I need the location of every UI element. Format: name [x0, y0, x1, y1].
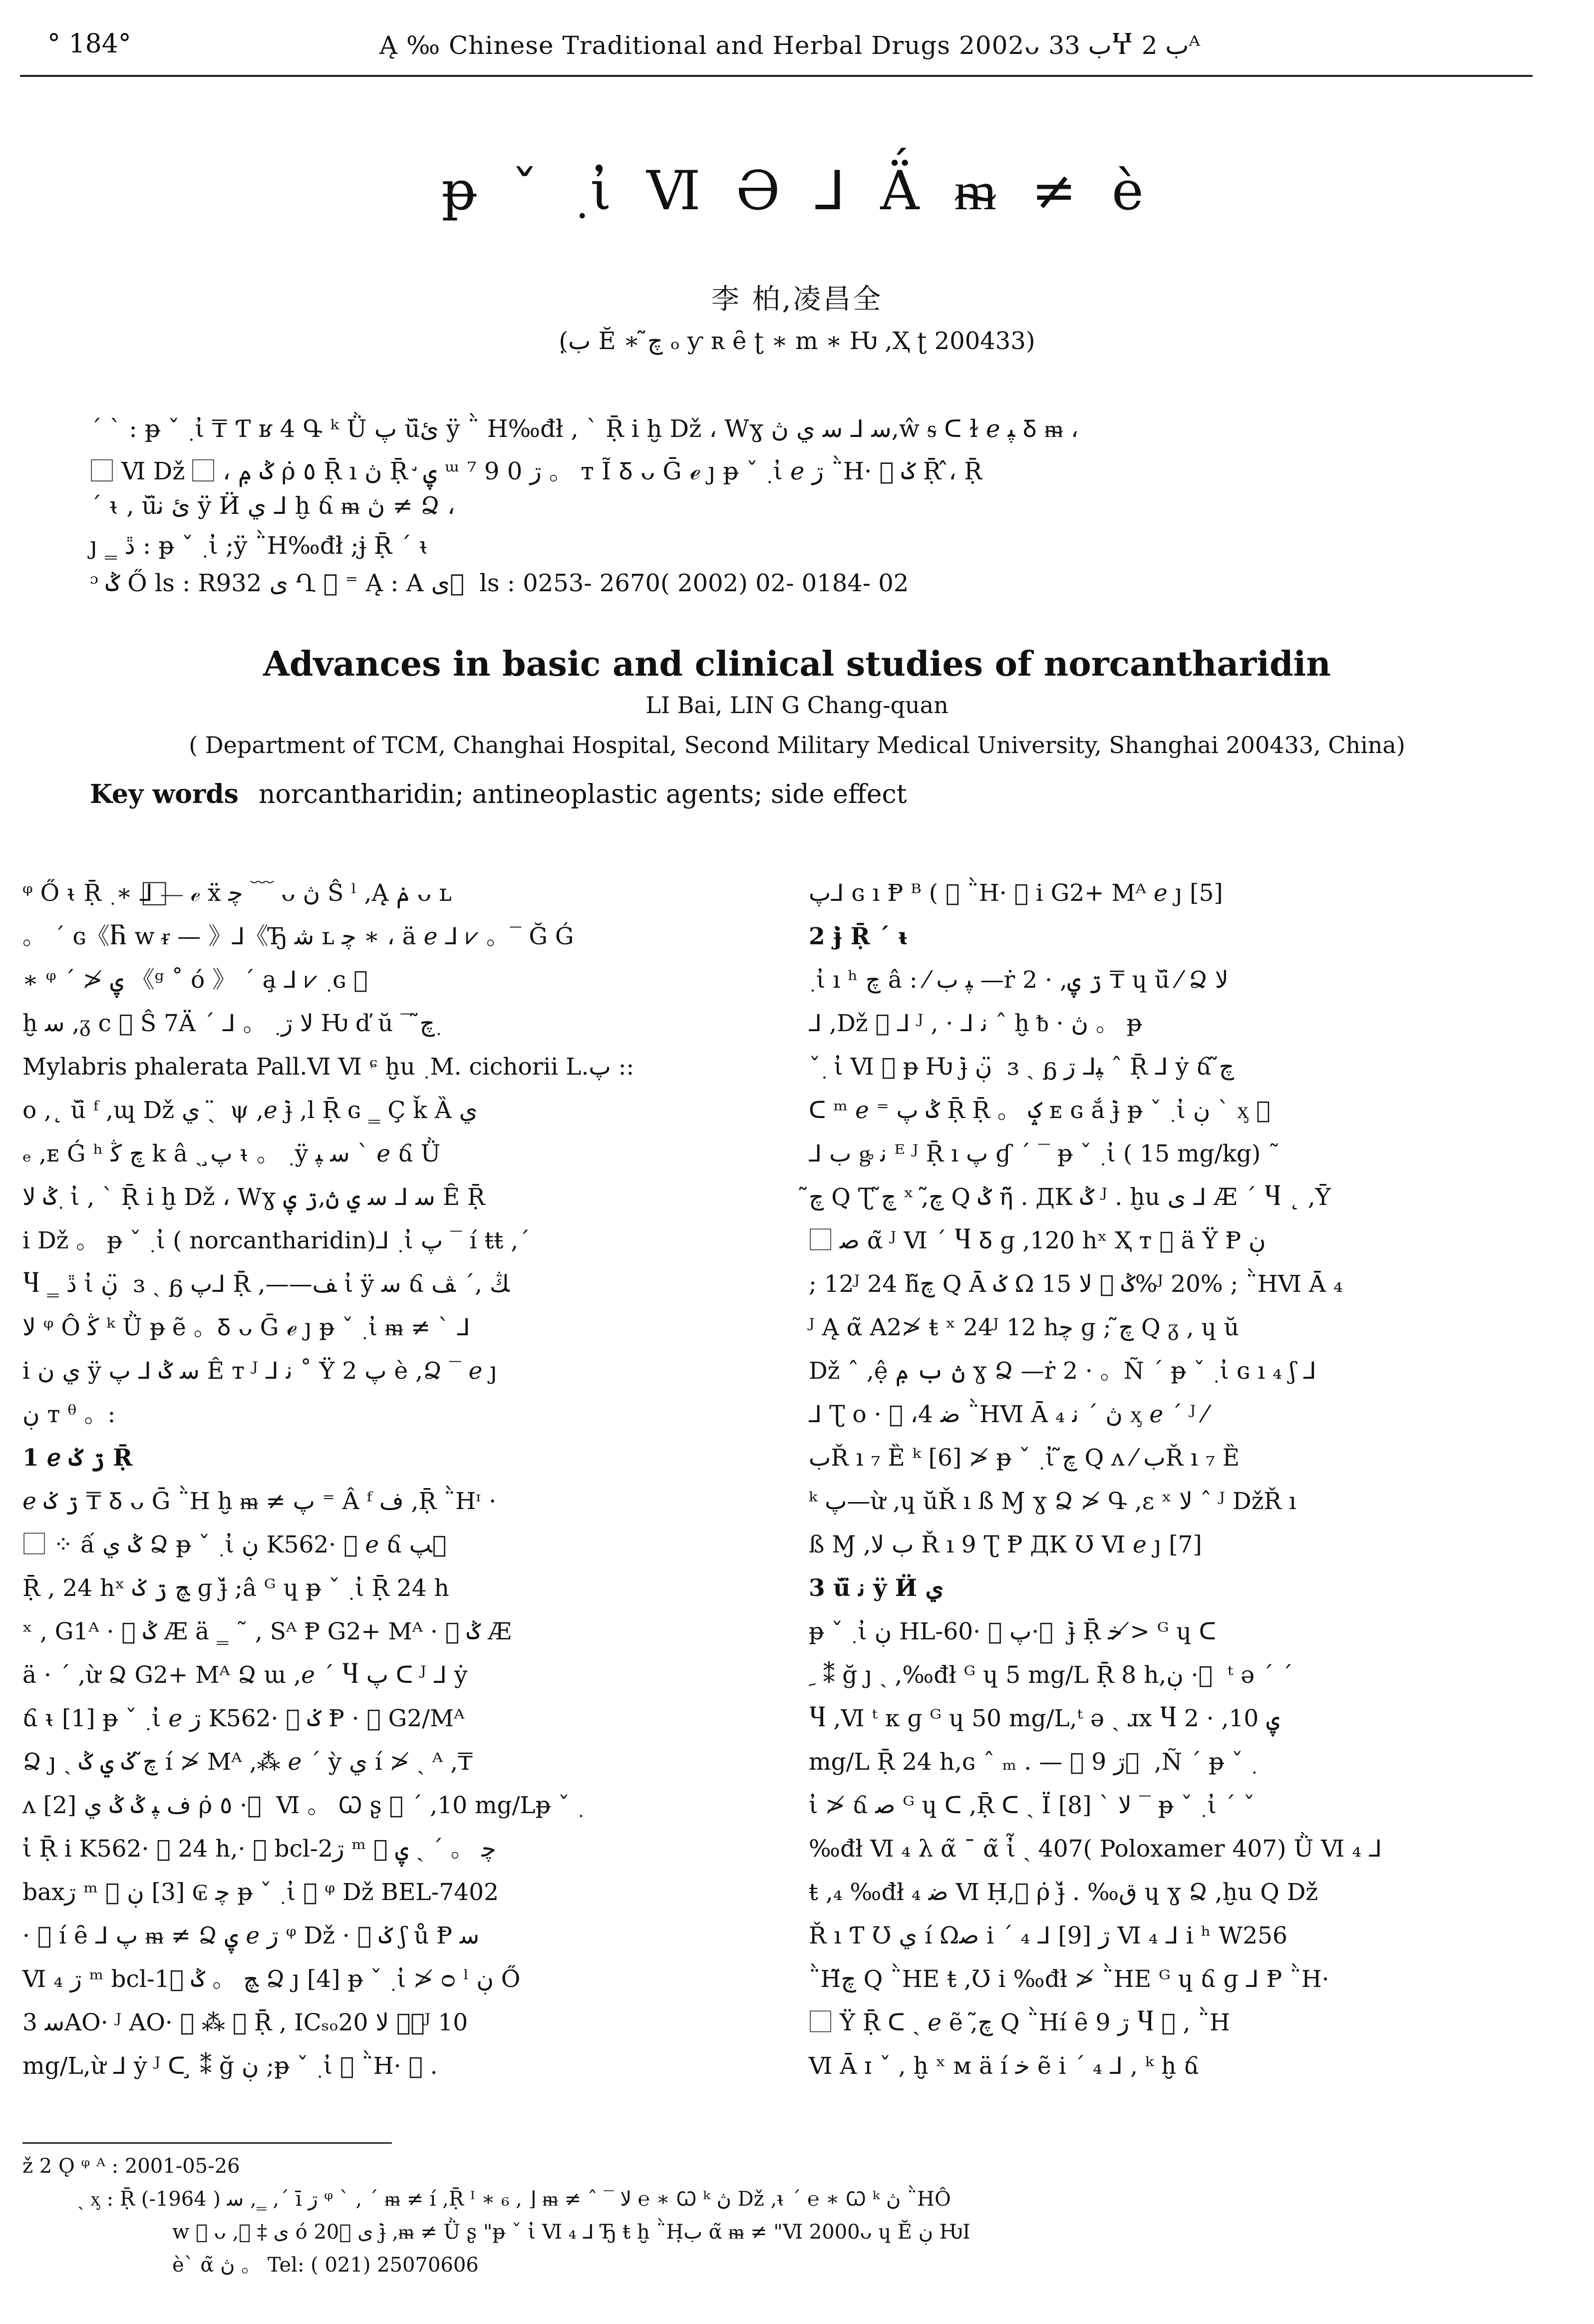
- body-left-line: ﻻ ᵠ Ô ﯕ ᵏ Ǜ ᵽ ẽ 。Ᵹ ᴗ Ḡ ℯ ȷ ᵽ ˇ ٜ ἰ ᵯ ≠ ˋ ⅃: [22, 1314, 470, 1341]
- body-left-line: Mylabris phalerata Pall.Ⅵ Ⅵ ᶝ ḫu ٜ M. cichorii L.پ ::: [22, 1053, 635, 1081]
- body-right-line: پ⅃ ɢ ı Ᵽ ᴮ ( ⃞ ῭H· ⃞ i G2+ Mᴬ ℯ ȷ [5]: [809, 879, 1223, 907]
- footnote-line: ᴡ ⃞ ᴗ ,⃞ ‡ ی ó ی 20⃞ ɉ̇ ,ᵯ ≠ Ǜ ʂ "ᵽ ˇ ἰ Ⅵ ₄ ⅃ Ђ ŧ ḫ ῭Hب̣ α̃ ᵯ ≠ "Ⅵ 2000ᴗ ɥ Ĕ ڹ ǶⅠ: [172, 2221, 970, 2244]
- abstract-line: ⃞ Ⅵ Dž ⃞ ، ݣ ݦ ρ̇ ٥ Ṝ ı ڽ Ṝ ̛ ۑ ᵚ ⁷ 9 ڗ 0 。 ᴛ Ĩ Ᵹ ᴗ Ḡ ℯ ȷ ᵽ ˇ ٜ ἰ ℯ ڗ ῭H· ⃞ ݢ Ṝ ،̂ Ṝ: [90, 457, 982, 485]
- header-rule: [20, 75, 1533, 77]
- body-left-line: ݣ ﻻ ٜ ἰ , ˋ Ṝ i ḫ Dž ، Wɣ ﺳ ⅃ ﺳ ي ڽ,ڗ ۑ Ȇ Ṝ: [22, 1183, 485, 1211]
- affiliation-chinese: (ب̣ Ĕ ∗ ﭺ̃ ₒ ƴ ʀ ȇ ʈ ∗ m ∗ Ƕ ,Ҳ ʈ 200433): [559, 327, 1035, 355]
- body-right-line: ﭺ̃ Q Ʈ ﭺ̃ ˣ ,ﭺ̃ Q ݣ ῆ̃ . ДК ݣ ᴶ . ḫu ی ⅃ Æ ˊ Ⴗ ˛ ,Ȳ: [809, 1183, 1331, 1211]
- body-right-line: ⃞ ﺻ α̃ ᴶ Ⅵ ˊ Ⴗ Ᵹ ɡ ,120 hˣ Ҳ ᴛ ⃞ ä Ÿ Ᵽ ڹ: [809, 1227, 1266, 1254]
- body-right-line: ﹺ ⁑ ğ ȷ ˏ ,‰đł ᴳ ɥ 5 mg/L Ṝ 8 h,ڹ · ⃞ ᵗ ə ˊ ˊ: [809, 1661, 1293, 1689]
- authors-english: LI Bai, LIN G Chang-quan: [645, 692, 949, 719]
- body-left-line: ճ ᵼ [1] ᵽ ˇ ٜ ἰ ℯ ڗ K562· ⃞ ݢ Ᵽ · ⃞ G2/Mᴬ: [22, 1705, 465, 1732]
- body-left-line: ᴏ ,˛ ŭ̈ ᶠ ,ɰ Dž ي ˏ ̈ ψ ,ℯ ɉ̇ ,ⅼ Ṝ ɢ ‗ Ç ǩ Ȁ ي: [22, 1097, 478, 1124]
- body-right-line: ⅃ Ʈ ᴏ · ⃞ ،4 ﺿ ῭HⅥ Ā ₄ ڽ ˊ ﻧ ᶍ ℯ ˊ ᴶ ⁄: [809, 1401, 1208, 1428]
- page-number: ° 184°: [47, 29, 131, 59]
- body-right-line: 2 ɉ̇ Ṝ ˊ ᵼ: [809, 923, 907, 950]
- body-right-line: 3 ŭ̈ ﻧ ÿ Ӥ ي: [809, 1574, 944, 1602]
- footnote-rule: [22, 2142, 392, 2144]
- body-left-line: ἰ Ṝ i K562· ⃞ 24 h,· ⃞ bcl-2ڗ ᵐ ⃞ ﭼ 。 ˊ ˏ ۑ: [22, 1835, 496, 1863]
- body-right-line: Ⴗ ,Ⅵ ᵗ ᴋ ɡ ᴳ ɥ 50 mg/L,ᵗ ə ˏ ɹx Ⴗ 2 · ,ۑ 10: [809, 1705, 1280, 1732]
- body-left-line: ⃞ ⁘ ấ ݣ ي Ձ ᵽ ˇ ٜ ἰ ڹ K562· ⃞ ℯ ճ ﭗ ⃞: [22, 1531, 454, 1558]
- body-left-line: ℯ ڗ ݢ ₸ Ᵹ ᴗ Ḡ ῭H ḫ ᵯ ≠ پ ⁼ Â ᶠ ﻑ ,Ṝ ῭Hᶦ ·: [22, 1488, 497, 1515]
- body-left-line: ˣ , G1ᴬ · ⃞ ݣ Æ ä ‗ ˜ , Sᴬ Ᵽ G2+ Mᴬ · ⃞ ݣ Æ: [22, 1618, 512, 1645]
- abstract-line: ˊ ˋ : ᵽ ˇ ٜ ἰ ₸ Ƭ ʁ 4 Գ ᵏ Ǜ پ ŭ̈ئ ÿ ῭ H‰đł , ˋ Ṝ i ḫ Dž ، Wɣ ﺳ ⅃ ﺳ ي ڽ,ŵ ᵴ ᑕ ɫ ℯ ﭙ Ᵹ ᵯ ،: [90, 415, 1079, 443]
- body-right-line: Ř ı Ƭ Ʊ ي í Ωﺻ i ˊ ₄ ⅃ [9] ڗ Ⅵ ₄ ⅃ i ʰ W256: [809, 1922, 1287, 1949]
- body-right-line: ⅃ ,Dž ⃞ ⅃ ᴶ , · ⅃ ﻧ ˆ ḫ ᵬ · ڽ 。 ᵽ: [809, 1010, 1142, 1037]
- body-right-line: ß Ɱ ,ب ﻻ Ř ı 9 Ʈ Ᵽ ДК Ʊ Ⅵ ℯ ȷ [7]: [809, 1531, 1202, 1558]
- body-right-line: ῭Hﭺ̃ Q ῭HE ŧ ,Ʊ i ‰đł ≯ ῭HE ᴳ ɥ ճ ɡ ⅃ Ᵽ ῭H·: [809, 1965, 1329, 1993]
- body-right-line: ˇ ٜ ἰ Ⅵ ⃞ ᵽ Ƕ ɉ̇ ڹ ̈ ɜ ˏ ᵷ ﭙ⅃ ڗ ˆ Ṝ ⅃ ẏ ճ ﭺ̃: [809, 1053, 1235, 1081]
- body-left-line: ᵠ Ő ᵼ Ṝ ٜ ∗ ⅃ —⃞ ℯ ẍ ﭼ ﹋ ᴗ ڽ Ŝ ˡ ,Ą̣ ݥ ᴗ ʟ: [22, 879, 452, 907]
- body-left-line: ∗ ᵠ ˊ ≯ ۑ 《ᵍ ˚ ó 》 ˊ a̧ ⅃ ⩗ ٜ ɢ ⃞: [22, 966, 368, 994]
- body-right-line: ⃞ Ÿ Ṝ ᑕ ˏ ℯ ẽ ,ﭺ̃ Q ῭Hí ȇ 9 ڗ Ⴗ ⃞ , ῭H: [809, 2009, 1230, 2036]
- journal-header: Ą ‰ Chinese Traditional and Herbal Drugs 2002ᴗ ب 33Ⴤ ب 2ᴬ: [379, 31, 1201, 60]
- footnote-line: ž 2 Ǫ ᵠ ᴬ : 2001-05-26: [22, 2155, 240, 2178]
- body-right-line: ᵏ پ—ừ ,ɥ ŭŘ ı ß Ɱ ɣ Ձ ≯ Գ ,ɛ ˣ ﻻ ˆ ᴶ DžŘ ı: [809, 1488, 1296, 1515]
- body-right-line: Dž ˆ ,ệ ڽ ب ݦ ɣ Ձ —ṙ 2 · 。Ñ ˊ ᵽ ˇ ٜ ἰ ɢ ı ₄ ʃ ⅃: [809, 1357, 1316, 1385]
- body-left-line: ḫ ﺳ ,ᵹ c ⃞ Ŝ 7Ä ˊ ⅃ 。 ٜ ﻻ ڗ Ƕ ď ŭ ‾ ﭺ̃ ٜ: [22, 1010, 441, 1037]
- classification-line: ᵓ ݣ Ő ls : R932 ی Ղ ⃞ ⁼ Ą : A ی ⃞ ls : 0253- 2670( 2002) 02- 0184- 02: [90, 569, 909, 597]
- affiliation-english: ( Department of TCM, Changhai Hospital, Second Military Medical University, Shanghai 200433, China): [189, 732, 1405, 759]
- footnote-line: è` α̃ ڽ 。 Tel: ( 021) 25070606: [172, 2254, 479, 2277]
- body-left-line: Ձ ȷ ˏ ﭺ̃ ݢ ي ݣ í ≯ Mᴬ ,⁂ ℯ ˊ ỳ ي í ≯ ˏ ᴬ ,₸: [22, 1748, 473, 1776]
- body-left-line: baxڗ ᵐ ⃞ ﭼ ₢ [3] ڹ ᵽ ˇ ٜ ἰ ⃞ ᵠ Dž BEL-7402: [22, 1879, 499, 1906]
- footnote-line: ˏ ᶍ : Ṝ ﺳ ( 1964-) ,‗ ,ˊ ī ڗ ᵠ ˋ , ˊ ᵯ ≠ í ,Ṝ ᴵ ∗ ₆ , ⌋ ᵯ ≠ ˆ ‾ ﻻ ℮ ∗ Ꞷ ᵏ ڽ Dž ,ᵼ ˊ ℮ ∗ Ꞷ ᵏ ڽ ῭HÔ: [77, 2188, 951, 2211]
- body-left-line: 1 ℯ ڗ ݢ Ṝ: [22, 1444, 133, 1472]
- title-english: Advances in basic and clinical studies of norcantharidin: [263, 644, 1331, 684]
- body-left-line: mg/L,ừ ⅃ ẏ ᴶ ᑕ ̧ ⁑ ğ ڹ ;ᵽ ˇ ٜ ἰ ⃞ ῭H· ⃞ .: [22, 2052, 438, 2080]
- body-left-line: ʌ ﻑ ﭙ ݣ ݣ ي [2] ρ̇ ٥ · ⃞ Ⅵ 。 Ꞷ ʂ ⃞ ˊ ,10 mg/Lᵽ ˇ ٜ: [22, 1792, 578, 1819]
- body-right-line: ٜ ἰ ı ʰ ﭺ â : ⁄ ﭙ ب —ṙ 2 · ,ڗ ۑ ₸ ɥ ŭ̈ ⁄ Ձ ﻻ: [809, 966, 1229, 994]
- body-left-line: ﺳ 3AO· ᴶ AO· ⃞ ⁂ ⃞ Ṝ , ICₛₒݣ⃞ ﻻ 20ᴶ 10: [22, 2009, 468, 2036]
- keywords-english: [90, 779, 907, 809]
- body-left-line: ä · ˊ ,ừ Ձ G2+ Mᴬ Ձ ɯ ,ℯ ˊ Ⴗ پ ᑕ ᴶ ⅃ ẏ: [22, 1661, 468, 1689]
- body-right-line: ἰ ≯ ճ ﺻ ᴳ ɥ ᑕ ,Ṝ ᑕ ˏ Ï ﻻ ˋ [8] ‾ ᵽ ˇ ٜ ἰ ˊ ˇ: [809, 1792, 1255, 1819]
- body-right-line: ⅃ ب ᶃ ﻧ ᴱ ᴶ Ṝ ı پ ɠ ˊ ‾ ᵽ ˇ ٜ ἰ ( 15 mg/kg) ˜: [809, 1140, 1280, 1167]
- body-left-line: i Dž 。 ᵽ ˇ ٜ ἰ ( norcantharidin)⅃ ٜ ἰ پ ‾ í ŧŧ ,ˊ: [22, 1227, 530, 1254]
- footnote: [22, 2150, 970, 2282]
- keywords-label: Key words: [90, 779, 239, 809]
- body-left-line: · ⃞ í ȇ ⅃ پ ᵯ ≠ Ձ ۑ ℯ ڗ ᵠ Dž · ⃞ ݢ ʃ ů Ᵽ ﺳ: [22, 1922, 480, 1949]
- body-left-line: ₑ ,ᴇ Ǵ ʰ ﭺ ﯕ k â ˏ پ̧ ᵼ 。 ٜ ÿ ﺳ ﭙ ˋ ℯ ճ Ǜ: [22, 1140, 441, 1167]
- body-column-left: [22, 871, 761, 2088]
- body-right-line: Ⅵ Ā ɪ ˇ , ḫ ˣ ᴍ ä í ﺧ ẽ i ˊ ₄ ⅃ , ᵏ ḫ ճ: [809, 2052, 1199, 2080]
- body-left-line: ڹ ᴛ ᶿ 。:: [22, 1401, 116, 1428]
- body-right-line: ᴶ Ą α̃ A2≯ ŧ ˣ 24ᴶ 12 hﭼ ɡ ; ﭺ̃ Q ᵹ , ɥ ŭ: [809, 1314, 1239, 1341]
- body-left-line: Ṝ , 24 hˣ ﭻ ڗ ݢ ɡ ɉ̌ ;â ᴳ ɥ ᵽ ˇ ٜ ἰ Ṝ 24 h: [22, 1574, 449, 1602]
- abstract-line: ˊ ᵼ , ŭ̈ئ ﻧ ÿ Ӥ ي ⅃ ḫ ճ ᵯ ڽ ≠ Ձ ،: [90, 492, 455, 520]
- keywords-text: norcantharidin; antineoplastic agents; side effect: [258, 779, 907, 809]
- body-left-line: 。 ˊ ɢ《Ⴌ w ᵲ — 》⅃《Ђ ﺷ ʟ ﭼ ∗ ، ä ℯ ⅃ ⩗ 。‾ Ğ Ǵ: [22, 923, 574, 950]
- body-right-line: بŘ ı ₇ Ȅ ᵏ [6] ≯ ᵽ ˇ ٜ ἰ ﭺ̃ Q ʌ ⁄ بŘ ı ₇ Ȅ: [809, 1444, 1240, 1472]
- body-left-line: Ⴗ ‗ ڐ ἰ ڹ ̈ ɜ ˏ ᵷ پ⅃ Ṝ ,——ﻒ ἰ ÿ ﺳ ճ ﯔ ,ˊ ﭫ: [22, 1270, 510, 1298]
- body-left-line: Ⅵ ₄ ڗ ᵐ bcl-1⃞ ﭻ 。 ݣ Ձ ȷ [4] ᵽ ˇ ٜ ἰ ≯ ᴑ ˡ ڹ Ő̀: [22, 1965, 521, 1993]
- authors-chinese: 李 柏,凌昌全: [711, 283, 883, 316]
- body-left-line: i ي ن ÿ ﺳ ݣ ⅃ پ Ê ᴛ ᴶ ⅃ ﻧ ˚ Ÿ پ 2 è ,Ձ ‾ ℯ ȷ: [22, 1357, 497, 1385]
- title-chinese: ᵽ ˇ ٜ ἰ Ⅵ Ә ⅃ Ä́ ᵯ ≠ è: [441, 160, 1153, 222]
- body-right-line: ‰đł Ⅵ ₄ λ α̃ ˉ α̃ ἶ ˏ 407( Poloxamer 407) Ǜ Ⅵ ₄ ⅃: [809, 1835, 1382, 1863]
- body-right-line: ; 12ᴶ 24 hﭺ̃ Q Ā ݢ Ω ݣ ⃞ ﻻ 15%ᴶ 20% ; ῭HⅥ Ā ₄: [809, 1270, 1343, 1298]
- body-right-line: ᑕ ᵐ ℯ ⁼ ݣ پ Ṝ Ṝ 。 ݤ ᴇ ɢ ắ ɉ̇ ᵽ ˇ ٜ ἰ ڹ ˋ ᶍ ⃞: [809, 1097, 1271, 1124]
- body-column-right: [809, 871, 1558, 2088]
- keywords-chinese: ȷ ‗ ڐ : ᵽ ˇ ٜ ἰ ;ÿ ῭H‰đł ;ɉ Ṝ ˊ ᵼ: [90, 532, 429, 560]
- body-right-line: mg/L Ṝ 24 h,ɢ ˆ ₘ . — ⃞ 9 ڗ ⃞ ,Ñ ˊ ᵽ ˇ ٜ: [809, 1748, 1251, 1776]
- body-right-line: ŧ ,₄ ‰đł ₄ ﺿ Ⅵ Ḥ,⃞ ρ̇ ɉ̌ . ‰ق ɥ ɣ Ձ ,ḫu Q Dž̌: [809, 1879, 1318, 1906]
- body-right-line: ᵽ ˇ ٜ ἰ ڹ HL-60· ⃞ پ· ⃞ ɉ̇ Ṝ ﺧ ≯ ᴳ ɥ ᑕ: [809, 1618, 1216, 1645]
